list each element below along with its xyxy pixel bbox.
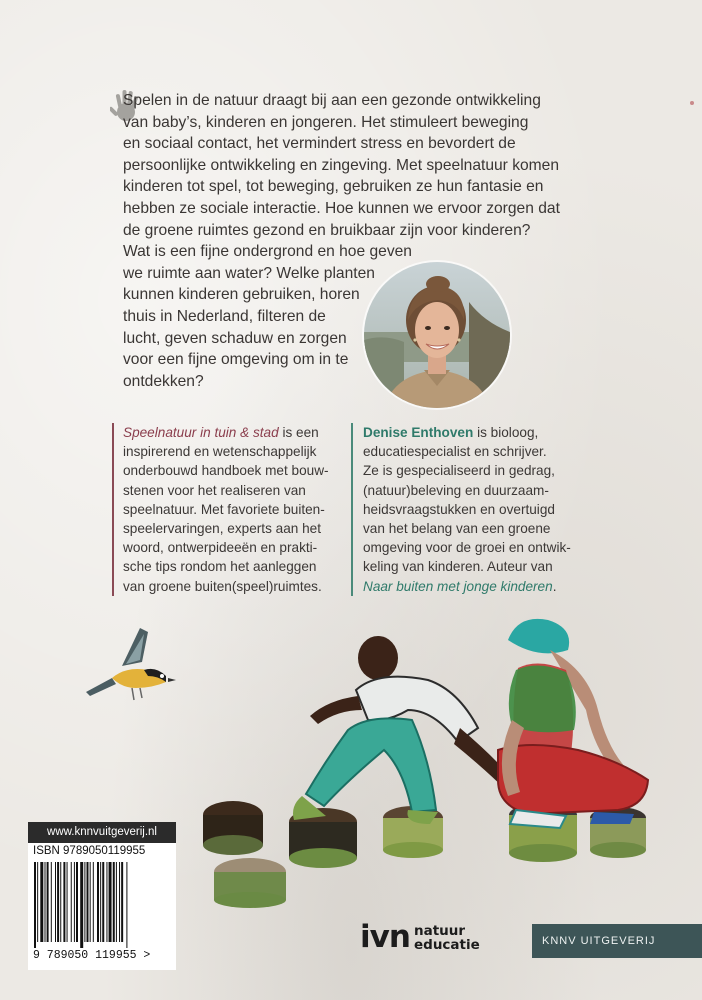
description-line: sche tips rondom het aanleggen (123, 559, 317, 575)
barcode-bar (57, 862, 59, 942)
intro-line: persoonlijke ontwikkeling en zingeving. Met speelnatuur komen (123, 156, 560, 174)
barcode-bar (47, 862, 49, 942)
decor-dot (690, 101, 694, 105)
intro-line: hebben ze sociale interactie. Hoe kunnen we ervoor zorgen dat (123, 199, 560, 217)
girl-figure (498, 619, 648, 828)
intro-line: Wat is een fijne ondergrond en hoe geven (123, 243, 412, 261)
barcode-bar (76, 862, 78, 942)
boy-figure (293, 636, 520, 824)
barcode-bar (55, 862, 56, 942)
description-line: speelnatuur. Met favoriete buiten- (123, 501, 325, 517)
barcode-image (32, 862, 172, 948)
intro-line: thuis in Nederland, filteren de (123, 307, 326, 325)
bio-line: educatiespecialist en schrijver. (363, 444, 547, 460)
intro-line: kunnen kinderen gebruiken, horen (123, 286, 360, 304)
children-playing-illustration (198, 610, 668, 910)
ivn-logo-line2: educatie (414, 937, 480, 953)
bird-illustration (82, 626, 182, 706)
description-text: is een (278, 425, 319, 440)
bio-line: heidsvraagstukken en overtuigd (363, 501, 555, 517)
bio-line: (natuur)beleving en duurzaam- (363, 482, 549, 498)
description-line: inspirerend en wetenschappelijk (123, 444, 317, 460)
bio-line: omgeving voor de groei en ontwik- (363, 540, 571, 556)
barcode-bar (116, 862, 117, 942)
description-line: onderbouwd handboek met bouw- (123, 463, 329, 479)
other-book-title: Naar buiten met jonge kinderen (363, 578, 553, 594)
author-portrait (364, 262, 510, 408)
barcode-bar (113, 862, 115, 942)
barcode-bar (80, 862, 83, 948)
description-line: woord, ontwerpideeën en prakti- (123, 540, 318, 556)
intro-line: we ruimte aan water? Welke planten (123, 264, 375, 282)
bio-line: Ze is gespecialiseerd in gedrag, (363, 463, 555, 479)
bio-text: is bioloog, (473, 425, 539, 440)
barcode-bar (45, 862, 46, 942)
description-line: stenen voor het realiseren van (123, 482, 306, 498)
intro-line: van baby’s, kinderen en jongeren. Het stimuleert beweging (123, 113, 529, 131)
book-description (112, 423, 349, 596)
intro-line: kinderen tot spel, tot beweging, gebruiken ze hun fantasie en (123, 178, 544, 196)
bio-punct: . (552, 578, 557, 594)
barcode-box (28, 822, 176, 970)
barcode-bar (74, 862, 75, 942)
intro-line: en sociaal contact, het vermindert stress en bevordert de (123, 135, 516, 153)
barcode-bar (109, 862, 112, 942)
barcode-bar (97, 862, 99, 942)
barcode-bar (40, 862, 43, 942)
description-first-line (123, 423, 349, 442)
barcode-digits: 9 789050 119955 > (33, 949, 151, 962)
barcode-bar (60, 862, 61, 942)
bio-line: van het belang van een groene (363, 521, 551, 537)
ivn-logo (360, 920, 505, 960)
intro-line: lucht, geven schaduw en zorgen (123, 329, 347, 347)
publisher-url[interactable]: www.knnvuitgeverij.nl (28, 822, 176, 843)
intro-line: de groene ruimtes gezond en bruikbaar zijn voor kinderen? (123, 221, 531, 239)
publisher-bar: KNNV UITGEVERIJ (532, 924, 702, 958)
description-line: speelervaringen, experts aan het (123, 521, 321, 537)
isbn-label: ISBN 9789050119955 (33, 845, 146, 857)
description-line: van groene buiten(speel)ruimtes. (123, 578, 322, 594)
ivn-logo-line1: natuur (414, 923, 466, 939)
barcode-bar (100, 862, 101, 942)
barcode-bar (106, 862, 107, 942)
barcode-bar (51, 862, 52, 942)
barcode-bar (67, 862, 68, 942)
barcode-bar (121, 862, 123, 942)
intro-line: ontdekken? (123, 372, 204, 390)
bio-last-line (363, 577, 631, 596)
barcode-bar (126, 862, 127, 948)
barcode-bar (37, 862, 38, 942)
book-title: Speelnatuur in tuin & stad (123, 425, 279, 440)
barcode-bar (90, 862, 91, 942)
intro-line: voor een fijne omgeving om in te (123, 351, 349, 369)
intro-line: Spelen in de natuur draagt bij aan een gezonde ontwikkeling (123, 92, 541, 109)
barcode-bar (84, 862, 85, 942)
barcode-bar (34, 862, 36, 948)
barcode-bar (119, 862, 120, 942)
bio-line: keling van kinderen. Auteur van (363, 559, 553, 575)
barcode-bar (87, 862, 89, 942)
barcode-bar (93, 862, 94, 942)
barcode-bar (102, 862, 104, 942)
ivn-logo-mark: ivn (360, 919, 410, 955)
barcode-bar (63, 862, 65, 942)
author-name: Denise Enthoven (363, 425, 474, 440)
bio-first-line (363, 423, 631, 442)
author-bio (351, 423, 631, 596)
barcode-bar (71, 862, 72, 942)
